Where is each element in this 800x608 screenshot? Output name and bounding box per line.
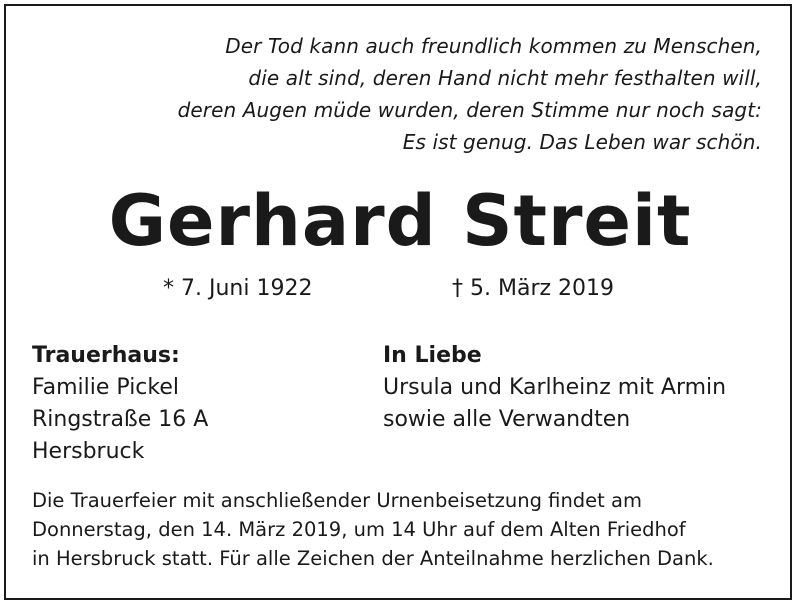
poem-line: die alt sind, deren Hand nicht mehr festhalten will, <box>248 66 762 90</box>
trauerhaus-line: Ringstraße 16 A <box>32 407 209 432</box>
poem <box>178 30 762 158</box>
mourners-heading: In Liebe <box>383 343 482 368</box>
mourners-line: sowie alle Verwandten <box>383 407 631 432</box>
poem-line: Es ist genug. Das Leben war schön. <box>402 130 762 154</box>
mourners-line: Ursula und Karlheinz mit Armin <box>383 375 727 400</box>
notice-line: in Hersbruck statt. Für alle Zeichen der Anteilnahme herzlichen Dank. <box>32 547 714 570</box>
funeral-notice <box>32 486 714 573</box>
trauerhaus-block <box>32 340 208 468</box>
trauerhaus-line: Familie Pickel <box>32 375 180 400</box>
mourners-block <box>383 340 726 436</box>
deceased-name: Gerhard Streit <box>108 180 692 262</box>
poem-line: Der Tod kann auch freundlich kommen zu Menschen, <box>225 34 762 58</box>
death-date: † 5. März 2019 <box>452 276 615 301</box>
trauerhaus-heading: Trauerhaus: <box>32 343 180 368</box>
birth-date: * 7. Juni 1922 <box>163 276 313 301</box>
trauerhaus-line: Hersbruck <box>32 439 145 464</box>
notice-line: Donnerstag, den 14. März 2019, um 14 Uhr auf dem Alten Friedhof <box>32 518 686 541</box>
notice-line: Die Trauerfeier mit anschließender Urnenbeisetzung findet am <box>32 489 642 512</box>
poem-line: deren Augen müde wurden, deren Stimme nur noch sagt: <box>177 98 762 122</box>
